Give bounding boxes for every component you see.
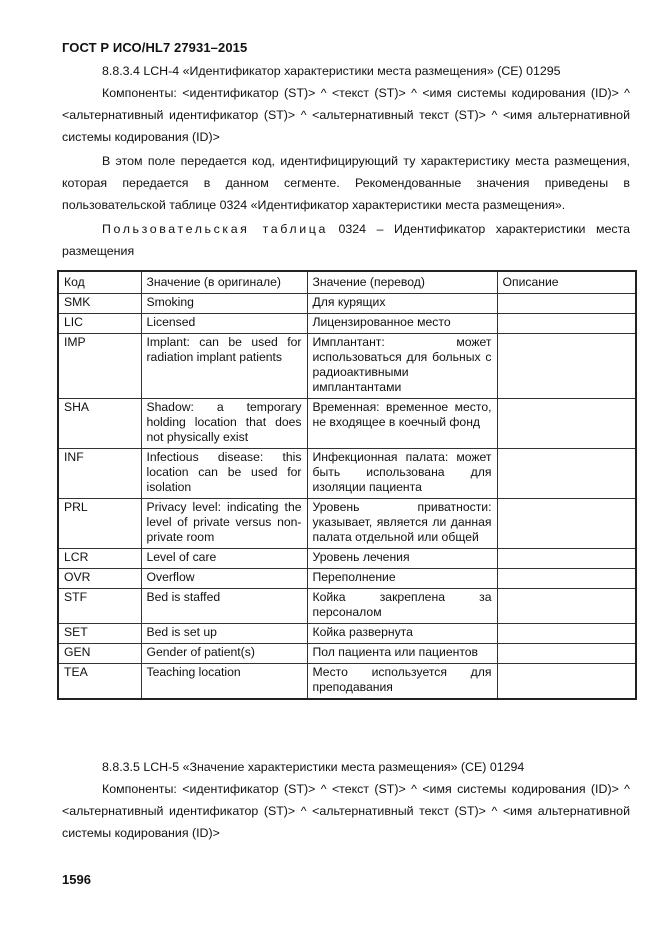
translation-cell: Уровень приватности: указывает, является ли данная палата отдельной или общей bbox=[307, 499, 497, 549]
table-row bbox=[58, 499, 636, 549]
original-value-cell: Bed is staffed bbox=[141, 589, 307, 624]
original-value-cell: Infectious disease: this location can be used for isolation bbox=[141, 449, 307, 499]
components-paragraph: Компоненты: <идентификатор (ST)> ^ <текст (ST)> ^ <имя системы кодирования (ID)> ^ <альтернативный идентификатор (ST)> ^ <альтернативный текст (ST)> ^ <имя альтернативной системы кодирования (ID)> bbox=[62, 86, 630, 144]
table-row bbox=[58, 569, 636, 589]
table-caption bbox=[62, 218, 630, 262]
translation-cell: Койка развернута bbox=[307, 624, 497, 644]
code-cell: LCR bbox=[58, 549, 141, 569]
column-header: Значение (перевод) bbox=[307, 271, 497, 294]
description-cell bbox=[497, 624, 636, 644]
original-value-cell: Gender of patient(s) bbox=[141, 644, 307, 664]
table-caption-rest: 0324 – Идентификатор характеристики места размещения bbox=[62, 222, 630, 258]
table-row bbox=[58, 449, 636, 499]
description-cell bbox=[497, 589, 636, 624]
translation-cell: Пол пациента или пациентов bbox=[307, 644, 497, 664]
description-cell bbox=[497, 499, 636, 549]
table-row bbox=[58, 314, 636, 334]
user-table-0324 bbox=[57, 270, 637, 700]
original-value-cell: Implant: can be used for radiation implant patients bbox=[141, 334, 307, 399]
table-row bbox=[58, 549, 636, 569]
table-row bbox=[58, 589, 636, 624]
table-row bbox=[58, 334, 636, 399]
section-title: 8.8.3.5 LCH-5 «Значение характеристики места размещения» (CE) 01294 bbox=[102, 760, 525, 774]
section-8-8-3-4 bbox=[62, 60, 630, 262]
table-row bbox=[58, 644, 636, 664]
description-cell bbox=[497, 449, 636, 499]
description-cell bbox=[497, 549, 636, 569]
description-cell bbox=[497, 644, 636, 664]
translation-cell: Лицензированное место bbox=[307, 314, 497, 334]
column-header: Описание bbox=[497, 271, 636, 294]
column-header: Код bbox=[58, 271, 141, 294]
table-row bbox=[58, 664, 636, 700]
description-cell bbox=[497, 294, 636, 314]
document-header: ГОСТ Р ИСО/HL7 27931–2015 bbox=[62, 40, 248, 55]
components-paragraph: Компоненты: <идентификатор (ST)> ^ <текст (ST)> ^ <имя системы кодирования (ID)> ^ <альтернативный идентификатор (ST)> ^ <альтернативный текст (ST)> ^ <имя альтернативной системы кодирования (ID)> bbox=[62, 782, 630, 840]
section-8-8-3-5 bbox=[62, 756, 630, 844]
original-value-cell: Licensed bbox=[141, 314, 307, 334]
code-cell: STF bbox=[58, 589, 141, 624]
table-row bbox=[58, 399, 636, 449]
translation-cell: Переполнение bbox=[307, 569, 497, 589]
description-cell bbox=[497, 664, 636, 700]
original-value-cell: Shadow: a temporary holding location that does not physically exist bbox=[141, 399, 307, 449]
code-cell: LIC bbox=[58, 314, 141, 334]
translation-cell: Уровень лечения bbox=[307, 549, 497, 569]
translation-cell: Инфекционная палата: может быть использована для изоляции пациента bbox=[307, 449, 497, 499]
table-header-row bbox=[58, 271, 636, 294]
table-row bbox=[58, 624, 636, 644]
translation-cell: Имплантант: может использоваться для больных с радиоактивными имплантантами bbox=[307, 334, 497, 399]
table-row bbox=[58, 294, 636, 314]
translation-cell: Койка закреплена за персоналом bbox=[307, 589, 497, 624]
original-value-cell: Privacy level: indicating the level of private versus non-private room bbox=[141, 499, 307, 549]
code-cell: INF bbox=[58, 449, 141, 499]
original-value-cell: Level of care bbox=[141, 549, 307, 569]
code-cell: IMP bbox=[58, 334, 141, 399]
code-cell: SHA bbox=[58, 399, 141, 449]
translation-cell: Для курящих bbox=[307, 294, 497, 314]
column-header: Значение (в оригинале) bbox=[141, 271, 307, 294]
table-caption-spaced: Пользовательская таблица bbox=[102, 222, 328, 236]
code-cell: PRL bbox=[58, 499, 141, 549]
original-value-cell: Smoking bbox=[141, 294, 307, 314]
translation-cell: Место используется для преподавания bbox=[307, 664, 497, 700]
code-cell: SET bbox=[58, 624, 141, 644]
page-number: 1596 bbox=[62, 872, 91, 887]
original-value-cell: Teaching location bbox=[141, 664, 307, 700]
description-cell bbox=[497, 399, 636, 449]
code-cell: SMK bbox=[58, 294, 141, 314]
section-title: 8.8.3.4 LCH-4 «Идентификатор характеристики места размещения» (CE) 01295 bbox=[102, 64, 561, 78]
description-paragraph: В этом поле передается код, идентифицирующий ту характеристику места размещения, которая передается в данном сегменте. Рекомендованные значения приведены в пользовательской таблице 0324 «Идентификатор характеристики места размещения». bbox=[62, 154, 630, 212]
description-cell bbox=[497, 334, 636, 399]
code-cell: TEA bbox=[58, 664, 141, 700]
original-value-cell: Overflow bbox=[141, 569, 307, 589]
translation-cell: Временная: временное место, не входящее в коечный фонд bbox=[307, 399, 497, 449]
original-value-cell: Bed is set up bbox=[141, 624, 307, 644]
description-cell bbox=[497, 314, 636, 334]
code-cell: OVR bbox=[58, 569, 141, 589]
description-cell bbox=[497, 569, 636, 589]
code-cell: GEN bbox=[58, 644, 141, 664]
